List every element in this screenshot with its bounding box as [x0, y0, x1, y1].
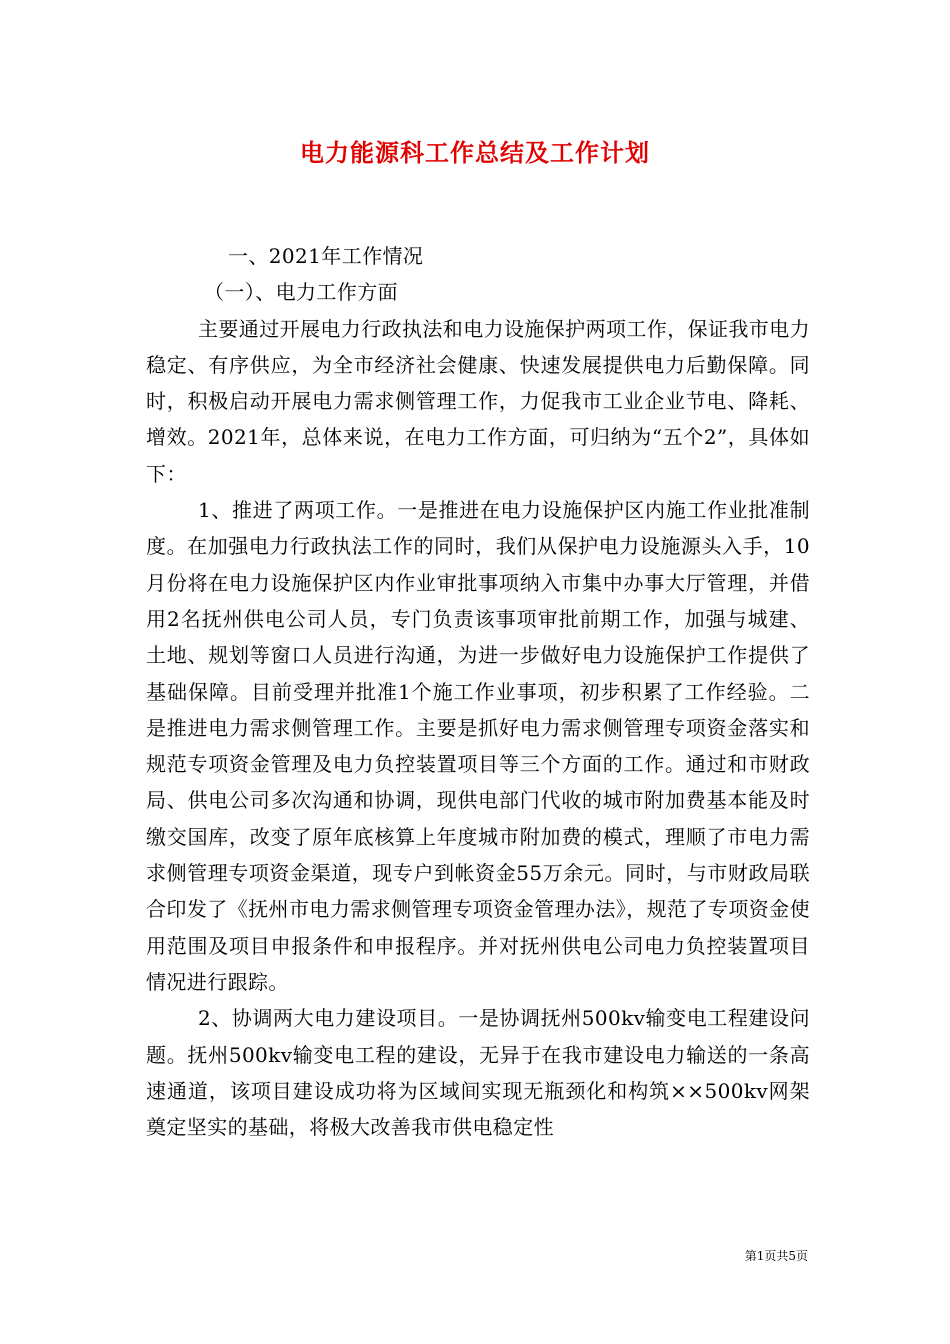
paragraph-item-1: 1、推进了两项工作。一是推进在电力设施保护区内施工作业批准制度。在加强电力行政执法工作的同时，我们从保护电力设施源头入手，10月份将在电力设施保护区内作业审批事项纳入市集中办事大厅管理，并借用2名抚州供电公司人员，专门负责该事项审批前期工作，加强与城建、土地、规划等窗口人员进行沟通，为进一步做好电力设施保护工作提供了基础保障。目前受理并批准1个施工作业事项，初步积累了工作经验。二是推进电力需求侧管理工作。主要是抓好电力需求侧管理专项资金落实和规范专项资金管理及电力负控装置项目等三个方面的工作。通过和市财政局、供电公司多次沟通和协调，现供电部门代收的城市附加费基本能及时缴交国库，改变了原年底核算上年度城市附加费的模式，理顺了市电力需求侧管理专项资金渠道，现专户到帐资金55万余元。同时，与市财政局联合印发了《抚州市电力需求侧管理专项资金管理办法》，规范了专项资金使用范围及项目申报条件和申报程序。并对抚州供电公司电力负控装置项目情况进行跟踪。 — [146, 498, 810, 994]
paragraph-intro: 主要通过开展电力行政执法和电力设施保护两项工作，保证我市电力稳定、有序供应，为全市经济社会健康、快速发展提供电力后勤保障。同时，积极启动开展电力需求侧管理工作，力促我市工业企业节电、降耗、增效。2021年，总体来说，在电力工作方面，可归纳为“五个2”，具体如下： — [146, 316, 810, 486]
document-body — [146, 238, 810, 1145]
section-heading-1: 一、2021年工作情况 — [228, 244, 424, 268]
section-heading-2: （一）、电力工作方面 — [204, 280, 398, 305]
document-title: 电力能源科工作总结及工作计划 — [300, 139, 650, 167]
page-number-footer: 第1页共5页 — [744, 1249, 808, 1263]
paragraph-item-2: 2、协调两大电力建设项目。一是协调抚州500kv输变电工程建设问题。抚州500kv输变电工程的建设，无异于在我市建设电力输送的一条高速通道，该项目建设成功将为区域间实现无瓶颈化和构筑××500kv网架奠定坚实的基础，将极大改善我市供电稳定性 — [146, 1006, 810, 1140]
